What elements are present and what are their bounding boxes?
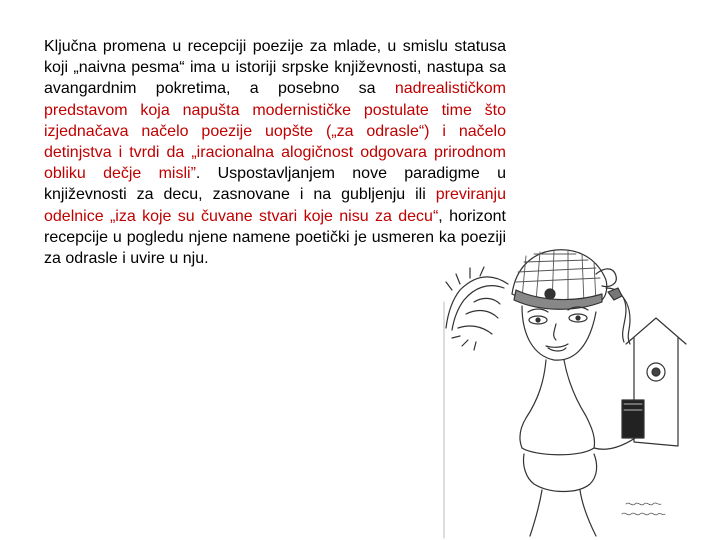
signature-scribble [622, 503, 665, 515]
face [522, 306, 596, 360]
body [520, 360, 638, 536]
child-drawing-illustration [430, 232, 720, 540]
body-paragraph [44, 36, 506, 269]
text-segment: Ključna promena u recepciji poezije za mlade, u smislu statusa koji „naivna pesma“ ima u istoriji srpske književnosti, nastupa sa avangardnim pokretima, a posebno sa [44, 38, 506, 98]
right-pigtail [606, 288, 630, 344]
highlighted-text-segment: previranju odelnice „iza koje su čuvane stvari koje nisu za decu“ [44, 186, 506, 225]
text-segment: . Uspostavljanjem nove paradigme u književnosti za decu, zasnovane i na gubljenju ili [44, 165, 506, 204]
cap [512, 250, 616, 309]
house-sign [622, 318, 686, 446]
left-pigtail [446, 267, 508, 350]
text-segment: , horizont recepcije u pogledu njene namene poetički je usmeren ka poeziji za odrasle i uvire u nju. [44, 207, 507, 268]
highlighted-text-segment: nadrealističkom predstavom koja napušta modernističke postulate time što izjednačava načelo poezije uopšte („za odrasle“) i načelo detinjstva i tvrdi da „iracionalna alogičnost odgovara prirodnom obliku dečje misli” [44, 80, 506, 183]
